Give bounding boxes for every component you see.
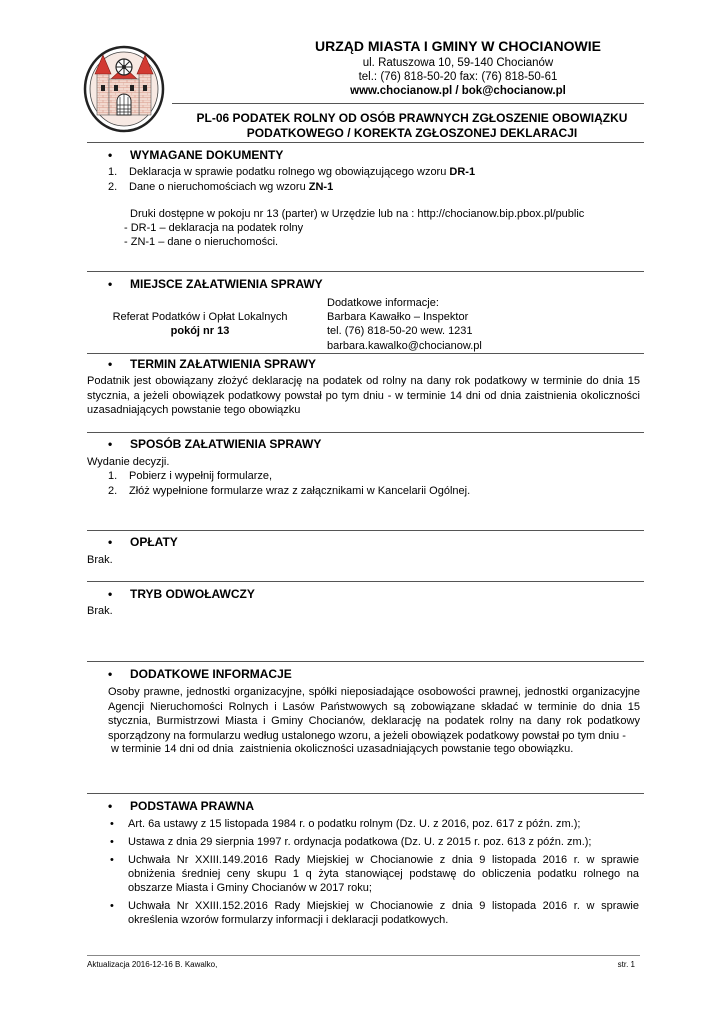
department-name: Referat Podatków i Opłat Lokalnych xyxy=(112,311,288,323)
forms-availability-note: Druki dostępne w pokoju nr 13 (parter) w Urzędzie lub na : http://chocianow.bip.pbox.pl/public xyxy=(130,208,585,220)
room-number: pokój nr 13 xyxy=(170,325,230,337)
section-heading-fees: • OPŁATY xyxy=(108,535,178,549)
section-divider xyxy=(87,530,644,531)
list-item: 2. Złóż wypełnione formularze wraz z załącznikami w Kancelarii Ogólnej. xyxy=(108,484,471,497)
section-divider xyxy=(87,432,644,433)
fees-text: Brak. xyxy=(87,554,113,566)
section-heading-additional-info: • DODATKOWE INFORMACJE xyxy=(108,667,292,681)
list-item: • Art. 6a ustawy z 15 listopada 1984 r. o podatku rolnym (Dz. U. z 2016, poz. 617 z późn. zm.); xyxy=(107,817,639,831)
list-item: 1. Deklaracja w sprawie podatku rolnego wg obowiązującego wzoru DR-1 xyxy=(108,166,476,178)
footer-update-note: Aktualizacja 2016-12-16 B. Kawalko, xyxy=(87,960,218,969)
office-address: ul. Ratuszowa 10, 59-140 Chocianów xyxy=(362,57,554,69)
section-heading-legal-basis: • PODSTAWA PRAWNA xyxy=(108,799,255,813)
appeal-text: Brak. xyxy=(87,605,113,617)
office-name: URZĄD MIASTA I GMINY W CHOCIANOWIE xyxy=(315,38,601,54)
section-divider xyxy=(87,581,644,582)
contact-phone: tel. (76) 818-50-20 wew. 1231 xyxy=(327,325,473,337)
deadline-text: Podatnik jest obowiązany złożyć deklarację na podatek od rolny na dany rok podatkowy w terminie do dnia 15 stycznia, a jeżeli obowiązek podatkowy powstał po tym dniu - w terminie 14 dni od dnia zaistnienia okoliczności uzasadniających powstanie tego obowiązku xyxy=(87,375,640,416)
legal-basis-list xyxy=(107,817,639,931)
list-item: • Uchwała Nr XXIII.149.2016 Rady Miejskiej w Chocianowie z dnia 9 listopada 2016 r. w sprawie obniżenia średniej ceny skupu 1 q żyta stanowiącej podstawę do obliczenia podatku rolnego na obszarze Miasta i Gminy Chocianów w 2017 roku; xyxy=(107,853,639,895)
list-item: • Uchwała Nr XXIII.152.2016 Rady Miejskiej w Chocianowie z dnia 9 listopada 2016 r. w sprawie określenia wzorów formularzy informacji i deklaracji podatkowych. xyxy=(107,899,639,927)
document-title-line2: PODATKOWEGO / KOREKTA ZGŁOSZONEJ DEKLARACJI xyxy=(246,126,578,140)
section-heading-deadline: • TERMIN ZAŁATWIENIA SPRAWY xyxy=(108,357,316,371)
header-divider xyxy=(172,103,644,104)
contact-email: barbara.kawalko@chocianow.pl xyxy=(327,340,482,352)
list-item: 2. Dane o nieruchomościach wg wzoru ZN-1 xyxy=(108,180,334,193)
section-divider xyxy=(87,661,644,662)
footer-divider xyxy=(87,955,640,956)
method-intro: Wydanie decyzji. xyxy=(87,456,170,468)
document-title-line1: PL-06 PODATEK ROLNY OD OSÓB PRAWNYCH ZGŁOSZENIE OBOWIĄZKU xyxy=(196,111,628,125)
contact-name: Barbara Kawałko – Inspektor xyxy=(327,311,469,323)
office-web-email: www.chocianow.pl / bok@chocianow.pl xyxy=(350,85,566,97)
list-item: • Ustawa z dnia 29 sierpnia 1997 r. ordynacja podatkowa (Dz. U. z 2015 r. poz. 613 z późn. zm.); xyxy=(107,835,639,849)
town-crest-logo xyxy=(83,45,165,133)
document-title xyxy=(172,111,652,141)
required-documents-list xyxy=(108,165,628,194)
form-dr1: - DR-1 – deklaracja na podatek rolny xyxy=(124,222,304,234)
section-heading-place: • MIEJSCE ZAŁATWIENIA SPRAWY xyxy=(108,277,323,291)
section-divider xyxy=(87,271,644,272)
method-steps-list xyxy=(108,469,628,498)
form-zn1: - ZN-1 – dane o nieruchomości. xyxy=(124,236,279,248)
section-divider xyxy=(87,353,644,354)
list-item: 1. Pobierz i wypełnij formularze, xyxy=(108,470,273,482)
footer-page-number: str. 1 xyxy=(617,960,635,969)
section-divider xyxy=(87,142,644,143)
section-heading-method: • SPOSÓB ZAŁATWIENIA SPRAWY xyxy=(108,437,322,451)
additional-info-label: Dodatkowe informacje: xyxy=(327,297,439,309)
additional-info-text: Osoby prawne, jednostki organizacyjne, spółki nieposiadające osobowości prawnej, jednostki organizacyjne Agencji Nieruchomości Rolnych i Lasów Państwowych są zobowiązane składać w terminie do dnia 15 stycznia, Burmistrzowi Miasta i Gminy Chocianów, deklarację na podatek rolny na dany rok podatkowy sporządzony na formularzu według ustalonego wzoru, a jeżeli obowiązek podatkowy powstał po tym dniu - xyxy=(108,686,640,742)
additional-info-text-last-line: w terminie 14 dni od dnia zaistnienia okoliczności uzasadniających powstanie tego obowiązku. xyxy=(108,743,574,755)
office-phones: tel.: (76) 818-50-20 fax: (76) 818-50-61 xyxy=(358,71,558,83)
section-heading-required-documents: • WYMAGANE DOKUMENTY xyxy=(108,148,284,162)
section-heading-appeal: • TRYB ODWOŁAWCZY xyxy=(108,587,255,601)
section-divider xyxy=(87,793,644,794)
